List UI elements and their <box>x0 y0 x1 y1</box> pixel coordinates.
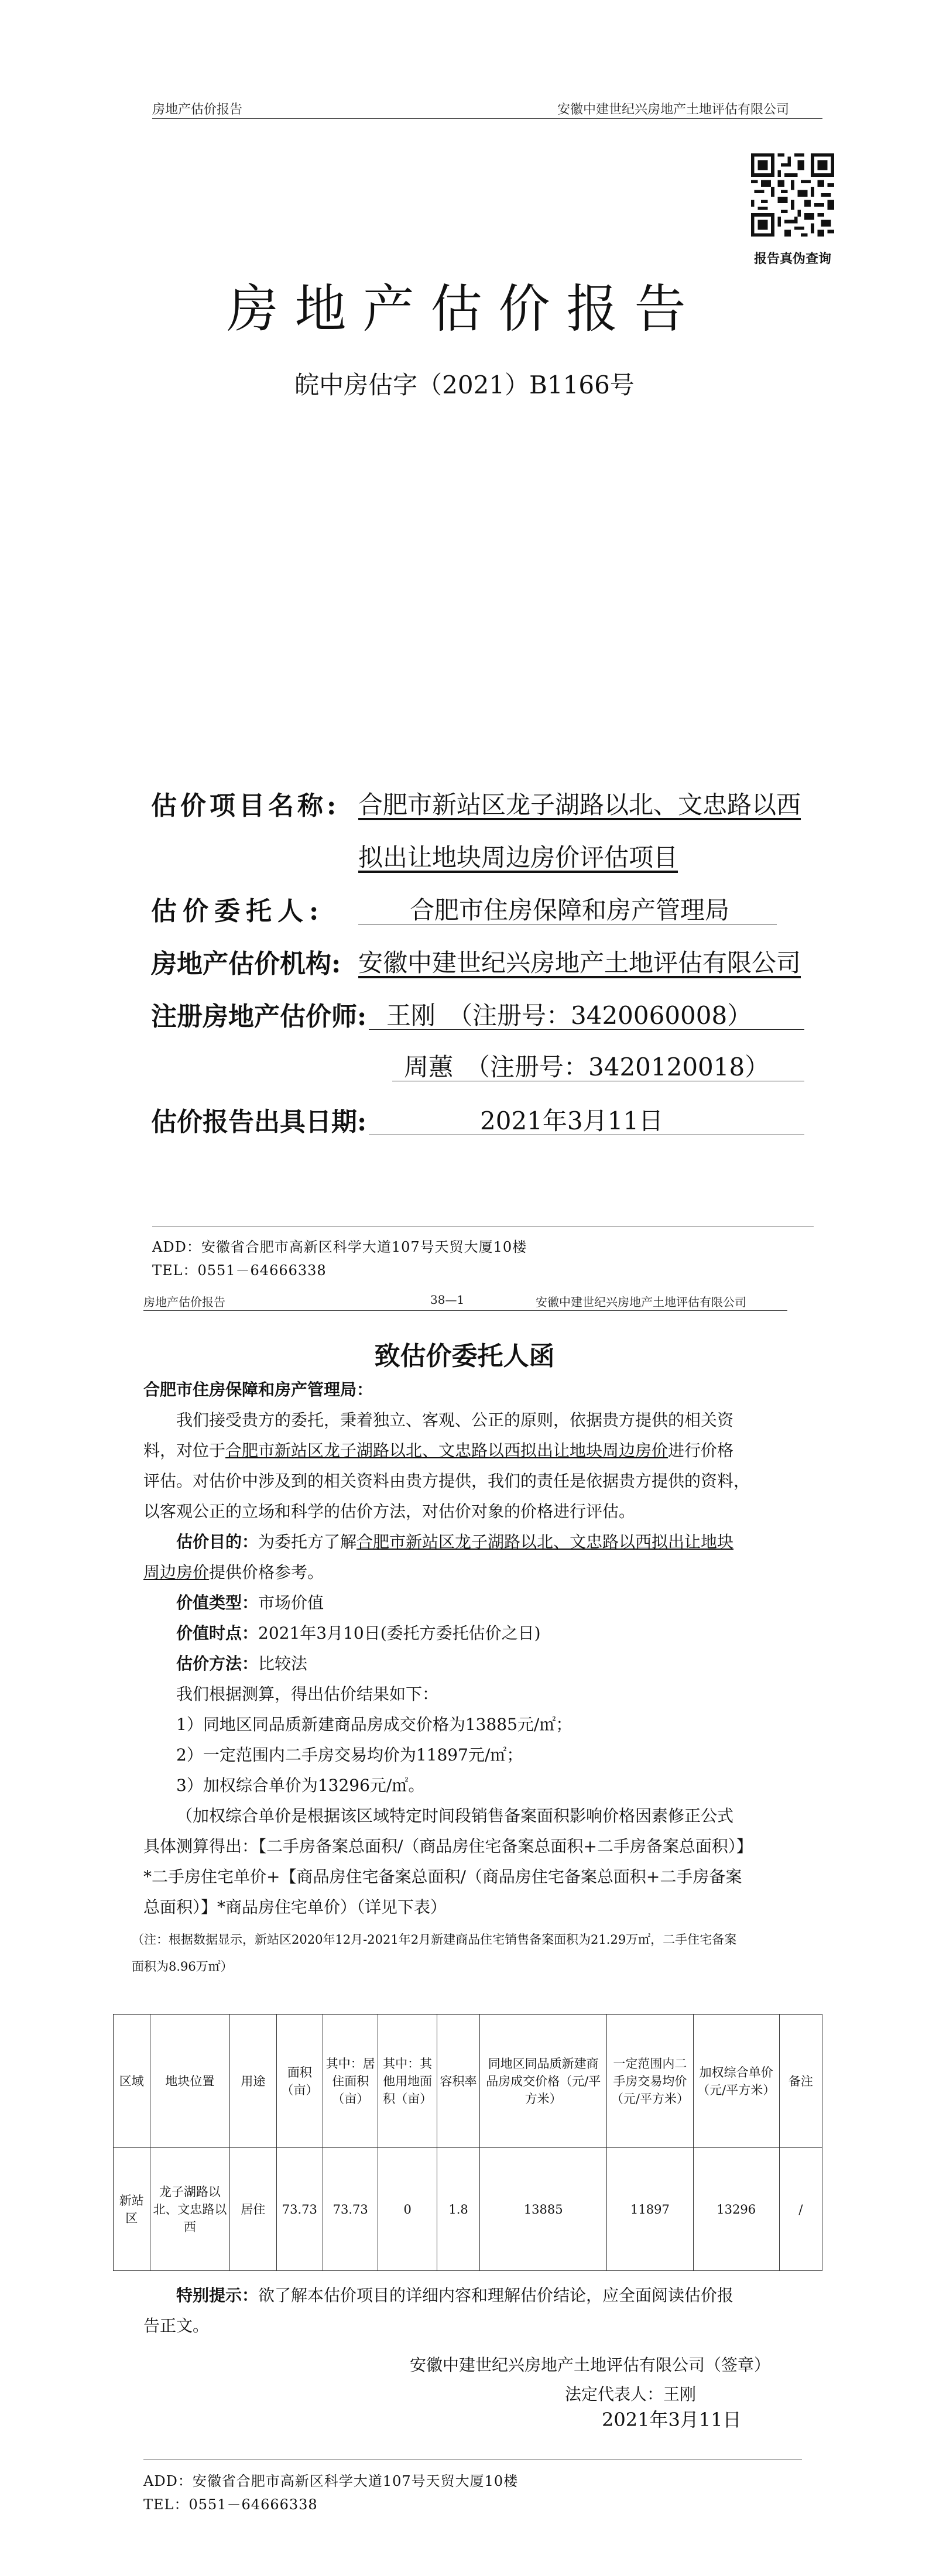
td-use: 居住 <box>230 2148 276 2271</box>
letter-addressee: 合肥市住房保障和房产管理局： <box>143 1380 373 1399</box>
value-type-label: 价值类型： <box>176 1593 259 1612</box>
td-remark: / <box>779 2148 822 2271</box>
document-number: 皖中房估字（2021）B1166号 <box>294 371 635 399</box>
purpose-link-2: 周边房价 <box>143 1563 210 1582</box>
purpose-link-1: 合肥市新站区龙子湖路以北、文忠路以西拟出让地块 <box>356 1532 734 1551</box>
intro-line-3: 评估。对估价中涉及到的相关资料由贵方提供，我们的责任是依据贵方提供的资料， <box>143 1471 750 1491</box>
th-weighted-price: 加权综合单价（元/平方米） <box>693 2015 779 2148</box>
td-weighted-price: 13296 <box>693 2148 779 2271</box>
th-area: 面积（亩） <box>276 2015 323 2148</box>
td-resale-price: 11897 <box>607 2148 693 2271</box>
purpose-line-2 <box>143 1557 828 1588</box>
qr-caption: 报告真伪查询 <box>753 251 831 266</box>
page2-tel: TEL：0551－64666338 <box>143 2496 318 2513</box>
td-far: 1.8 <box>437 2148 480 2271</box>
method-label: 估价方法： <box>176 1654 259 1673</box>
intro-line-1: 我们接受贵方的委托，秉着独立、客观、公正的原则，依据贵方提供的相关资 <box>176 1410 734 1430</box>
intro-line-2-post: 进行价格 <box>668 1441 734 1460</box>
th-residential-area: 其中：居住面积（亩） <box>323 2015 378 2148</box>
formula-line-4: 总面积）】*商品房住宅单价）（详见下表） <box>143 1897 447 1917</box>
td-location: 龙子湖路以北、文忠路以西 <box>150 2148 230 2271</box>
td-other-area: 0 <box>378 2148 437 2271</box>
value-type: 市场价值 <box>258 1593 324 1612</box>
report-date-value: 2021年3月11日 <box>480 1107 664 1135</box>
formula-line-3: *二手房住宅单价+【商品房住宅备案总面积/（商品房住宅备案总面积+二手房备案 <box>143 1867 742 1886</box>
formula-block <box>143 1801 828 1923</box>
appraiser-1: 王刚 （注册号：3420060008） <box>386 1001 752 1030</box>
intro-project-link: 合肥市新站区龙子湖路以北、文忠路以西拟出让地块周边房价 <box>225 1441 669 1460</box>
agency-label: 房地产估价机构: <box>151 949 341 979</box>
th-location: 地块位置 <box>150 2015 230 2148</box>
client-value: 合肥市住房保障和房产管理局 <box>410 896 730 924</box>
td-residential-area: 73.73 <box>323 2148 378 2271</box>
report-title: 房地产估价报告 <box>227 279 702 339</box>
project-name-line1: 合肥市新站区龙子湖路以北、文忠路以西 <box>358 790 801 819</box>
data-note <box>132 1926 822 1980</box>
th-remark: 备注 <box>779 2015 822 2148</box>
appraiser-1-underline <box>369 1029 804 1030</box>
th-use: 用途 <box>230 2015 276 2148</box>
letter-heading: 致估价委托人函 <box>374 1341 555 1371</box>
th-new-price: 同地区同品质新建商品房成交价格（元/平方米） <box>480 2015 607 2148</box>
appraiser-label: 注册房地产估价师: <box>151 1002 367 1032</box>
agency-value: 安徽中建世纪兴房地产土地评估有限公司 <box>358 948 801 977</box>
value-date: 2021年3月10日(委托方委托估价之日) <box>258 1623 541 1643</box>
note-line-1: （注：根据数据显示，新站区2020年12月-2021年2月新建商品住宅销售备案面积为21.29万㎡，二手住宅备案 <box>132 1933 737 1947</box>
signature-representative: 法定代表人：王刚 <box>565 2385 697 2404</box>
tip-line-1 <box>143 2280 828 2311</box>
tip-label: 特别提示： <box>176 2286 259 2305</box>
intro-line-2-pre: 料，对位于 <box>143 1441 226 1460</box>
formula-line-1: （加权综合单价是根据该区域特定时间段销售备案面积影响价格因素修正公式 <box>176 1806 734 1825</box>
page2-address: ADD：安徽省合肥市高新区科学大道107号天贸大厦10楼 <box>143 2473 519 2489</box>
note-line-2: 面积为8.96万㎡） <box>132 1960 233 1974</box>
intro-paragraph <box>143 1405 828 1527</box>
page1-header-left: 房地产估价报告 <box>152 102 243 117</box>
page1-header-rule <box>152 118 822 119</box>
valuation-table <box>113 2014 822 2271</box>
result-2: 2）一定范围内二手房交易均价为11897元/㎡； <box>176 1745 523 1765</box>
tip-1: 欲了解本估价项目的详细内容和理解估价结论，应全面阅读估价报 <box>258 2286 734 2305</box>
page1-tel: TEL：0551－64666338 <box>152 1262 327 1279</box>
value-type-row <box>176 1588 324 1618</box>
page2-header-rule <box>143 1310 787 1311</box>
purpose-label: 估价目的： <box>176 1532 259 1551</box>
page1-header-right: 安徽中建世纪兴房地产土地评估有限公司 <box>557 102 790 117</box>
value-date-row <box>176 1618 541 1649</box>
page1-address: ADD：安徽省合肥市高新区科学大道107号天贸大厦10楼 <box>152 1239 527 1255</box>
intro-line-4: 以客观公正的立场和科学的估价方法，对估价对象的价格进行评估。 <box>143 1502 636 1521</box>
formula-line-2: 具体测算得出：【二手房备案总面积/（商品房住宅备案总面积+二手房备案总面积）】 <box>143 1837 753 1856</box>
tip-line-2: 告正文。 <box>143 2316 210 2335</box>
page2-header-page: 38—1 <box>430 1293 465 1307</box>
th-other-area: 其中：其他用地面积（亩） <box>378 2015 437 2148</box>
signature-date: 2021年3月11日 <box>602 2409 742 2431</box>
th-region: 区域 <box>114 2015 150 2148</box>
special-tip <box>143 2280 828 2341</box>
method: 比较法 <box>258 1654 308 1673</box>
method-row <box>176 1649 307 1679</box>
page2-header-left: 房地产估价报告 <box>143 1295 225 1309</box>
result-1: 1）同地区同品质新建商品房成交价格为13885元/㎡； <box>176 1715 573 1734</box>
th-resale-price: 一定范围内二手房交易均价（元/平方米） <box>607 2015 693 2148</box>
report-date-label: 估价报告出具日期: <box>151 1107 367 1137</box>
th-far: 容积率 <box>437 2015 480 2148</box>
client-label: 估价委托人: <box>151 896 325 926</box>
table-row <box>114 2148 822 2271</box>
td-area: 73.73 <box>276 2148 323 2271</box>
td-region: 新站区 <box>114 2148 150 2271</box>
page2-header-right: 安徽中建世纪兴房地产土地评估有限公司 <box>536 1295 746 1309</box>
value-date-label: 价值时点： <box>176 1623 259 1643</box>
purpose-block <box>143 1527 828 1588</box>
table-header-row <box>114 2015 822 2148</box>
project-name-line2: 拟出让地块周边房价评估项目 <box>358 843 678 872</box>
signature-company: 安徽中建世纪兴房地产土地评估有限公司（签章） <box>410 2355 771 2375</box>
project-name-label: 估价项目名称: <box>151 791 340 821</box>
purpose-post: 提供价格参考。 <box>209 1563 324 1582</box>
purpose-line-1 <box>143 1527 828 1557</box>
purpose-pre: 为委托方了解 <box>258 1532 357 1551</box>
appraiser-2: 周蕙 （注册号：3420120018） <box>404 1053 770 1081</box>
td-new-price: 13885 <box>480 2148 607 2271</box>
result-3: 3）加权综合单价为13296元/㎡。 <box>176 1776 425 1795</box>
qr-code-icon[interactable] <box>751 153 834 237</box>
intro-line-2 <box>143 1436 828 1466</box>
results-intro: 我们根据测算，得出估价结果如下： <box>176 1684 439 1704</box>
